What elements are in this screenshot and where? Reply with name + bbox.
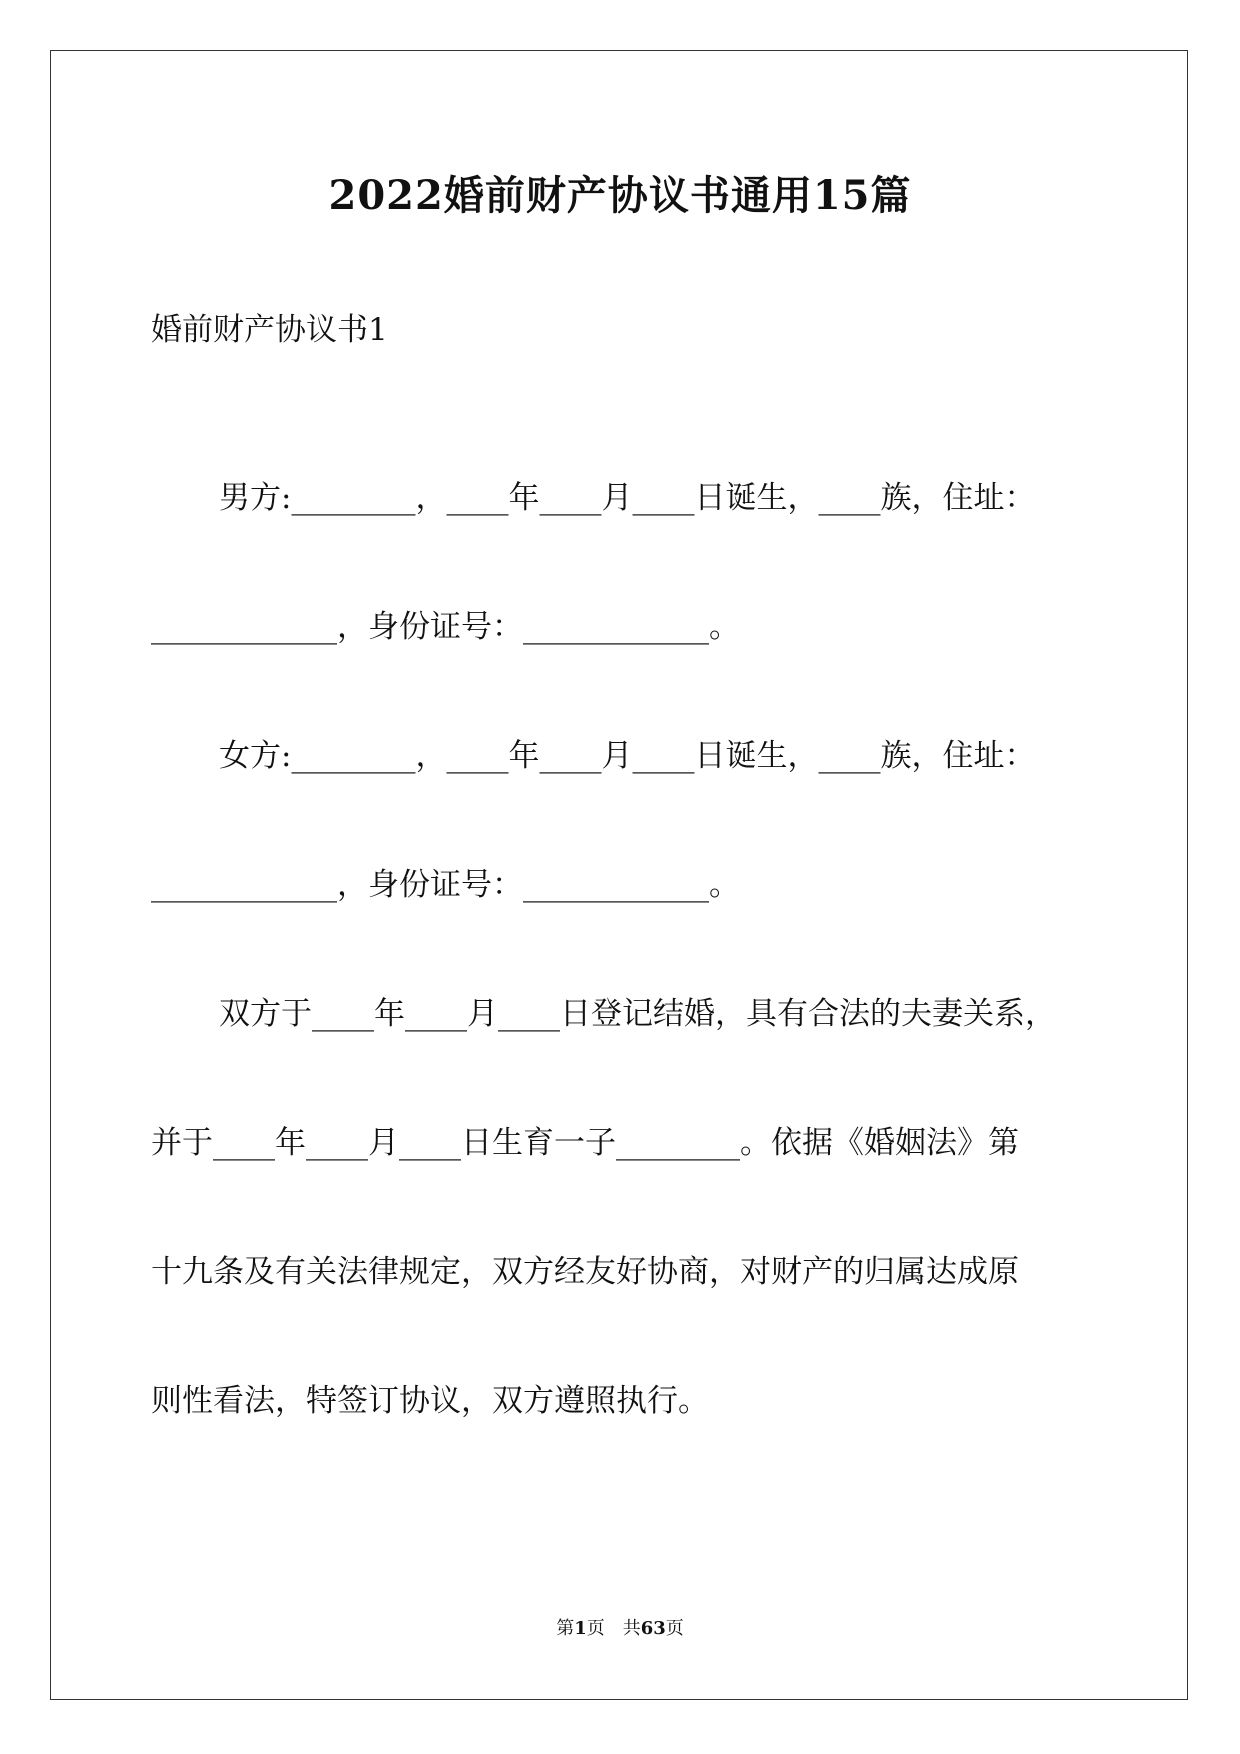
footer-mid: 页 共 (586, 1618, 641, 1639)
footer-suffix: 页 (665, 1618, 684, 1639)
document-title: 2022婚前财产协议书通用15篇 (328, 172, 912, 219)
paragraph-line-child: 并于____年____月____日生育一子________。依据《婚姻法》第 (151, 1125, 1019, 1161)
paragraph-line-female-info: 女方:________，____年____月____日诞生，____族，住址： (219, 738, 1036, 774)
current-page-number: 1 (574, 1618, 587, 1639)
paragraph-line-male-info: 男方:________，____年____月____日诞生，____族，住址： (219, 480, 1036, 516)
paragraph-line-female-id: ____________，身份证号：____________。 (151, 867, 740, 903)
paragraph-line-agreement: 则性看法，特签订协议，双方遵照执行。 (151, 1383, 709, 1419)
page-number-footer (0, 1617, 1240, 1641)
footer-prefix: 第 (556, 1618, 575, 1639)
paragraph-line-law: 十九条及有关法律规定，双方经友好协商，对财产的归属达成原 (151, 1254, 1019, 1290)
total-page-number: 63 (640, 1618, 666, 1639)
section-heading: 婚前财产协议书1 (151, 312, 388, 348)
paragraph-line-marriage: 双方于____年____月____日登记结婚，具有合法的夫妻关系， (219, 996, 1056, 1032)
paragraph-line-male-id: ____________，身份证号：____________。 (151, 609, 740, 645)
